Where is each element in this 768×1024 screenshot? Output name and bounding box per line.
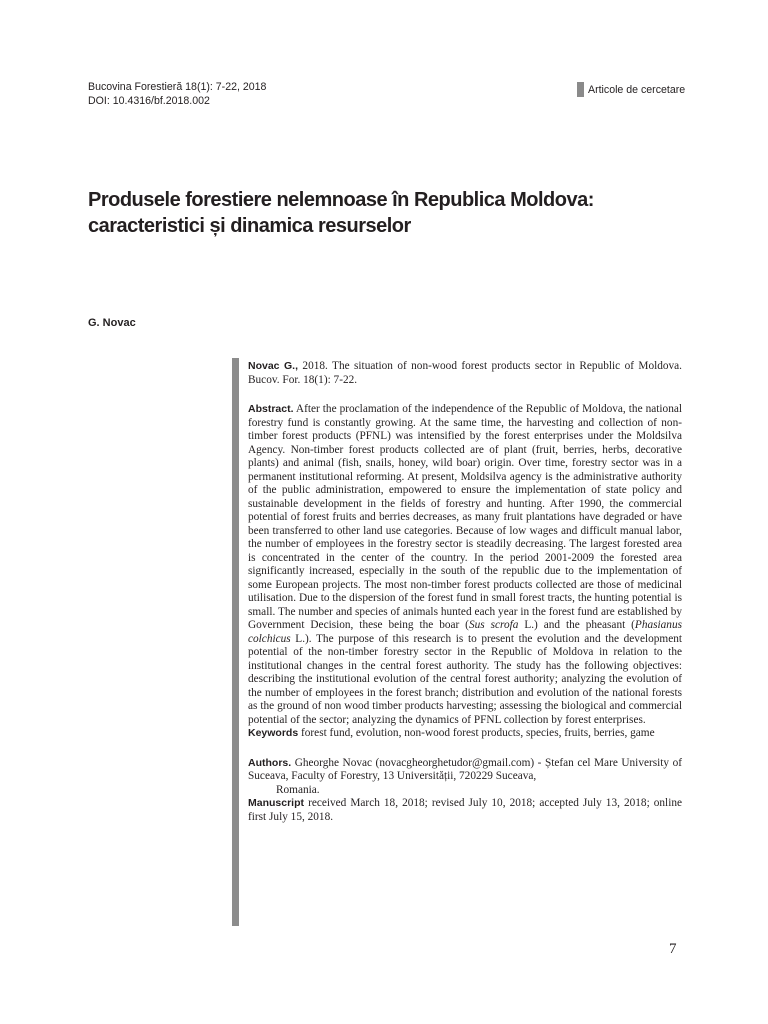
section-marker-bar [577,82,584,97]
article-title [88,187,688,239]
keywords-label: Keywords [248,727,299,739]
authors-country: Romania. [276,783,320,796]
authors-text: Gheorghe Novac (novacgheorghetudor@gmail.com) - Ștefan cel Mare University of Suceava, Faculty of Forestry, 13 Universității, 720229 Suceava, [248,756,682,782]
manuscript-label: Manuscript [248,797,305,809]
abstract [248,403,682,727]
abstract-text-2: L.) and the pheasant ( [518,619,635,631]
abstract-box [248,360,682,824]
manuscript-text: received March 18, 2018; revised July 10, 2018; accepted July 13, 2018; online first July 15, 2018. [248,797,682,823]
abstract-text-1: After the proclamation of the independence of the Republic of Moldova, the national forestry fund is constantly growing. At the same time, the harvesting and collection of non-timber forest products (PFNL) was intensified by the forest enterprises under the Moldsilva Agency. Non-timber forest products collected are of plant (fruit, berries, herbs, decorative plants) and animal (fish, snails, honey, wild boar) origin. Over time, forestry sector was in a permanent institutional reforming. At present, Moldsilva agency is the administrative authority of the public administration, empowered to ensure the implementation of state policy and sustainable development in the fields of forestry and hunting. After 1990, the commercial potential of forest fruits and berries decreases, as many fruit plantations have degraded or have been transferred to other land use categories. Because of low wages and difficult manual labor, the number of employees in the forestry sector is steadily decreasing. The largest forested area is concentrated in the center of the country. In the period 2001-2009 the forested area significantly increased, especially in the south of the republic due to the implementation of some European projects. The most non-timber forest products collected are those of medicinal utilisation. Due to the dispersion of the forest fund in small forest tracts, the hunting potential is small. The number and species of animals hunted each year in the forest fund are established by Government Decision, these being the boar ( [248,403,682,631]
species-name-pheasant: Phasianus colchicus [248,619,682,645]
author-name: G. Novac [88,317,136,329]
journal-header [88,81,266,108]
abstract-label: Abstract. [248,403,294,415]
title-line-2: caracteristici și dinamica resurselor [88,215,411,237]
citation-text: 2018. The situation of non-wood forest products sector in Republic of Moldova. Bucov. For. 18(1): 7-22. [248,360,683,386]
title-line-1: Produsele forestiere nelemnoase în Republica Moldova: [88,189,594,211]
section-tag [577,82,685,97]
keywords-text: forest fund, evolution, non-wood forest products, species, fruits, berries, game [298,727,655,739]
page-number: 7 [669,941,677,957]
keywords [248,727,682,741]
citation-label: Novac G., [248,360,299,372]
authors-info [248,757,682,798]
section-label: Articole de cercetare [588,83,686,96]
abstract-side-rule [232,358,239,926]
citation [248,360,682,387]
authors-label: Authors. [248,756,292,769]
abstract-text-3: L.). The purpose of this research is to present the evolution and the development potential of the non-timber forestry sector in the Republic of Moldova in relation to the institutional changes in the central forest authority. The study has the following objectives: describing the institutional evolution of the central forest authority; analyzing the evolution of the number of employees in the forest branch; distribution and evolution of the national forests as the ground of non wood timber products harvesting; assessing the biological and commercial potential of the sector; analyzing the dynamics of PFNL collection by forest enterprises. [248,632,682,726]
manuscript-dates [248,797,682,824]
journal-citation-line: Bucovina Forestieră 18(1): 7-22, 2018 [88,81,267,93]
doi-line: DOI: 10.4316/bf.2018.002 [88,94,210,107]
species-name-boar: Sus scrofa [468,619,519,631]
